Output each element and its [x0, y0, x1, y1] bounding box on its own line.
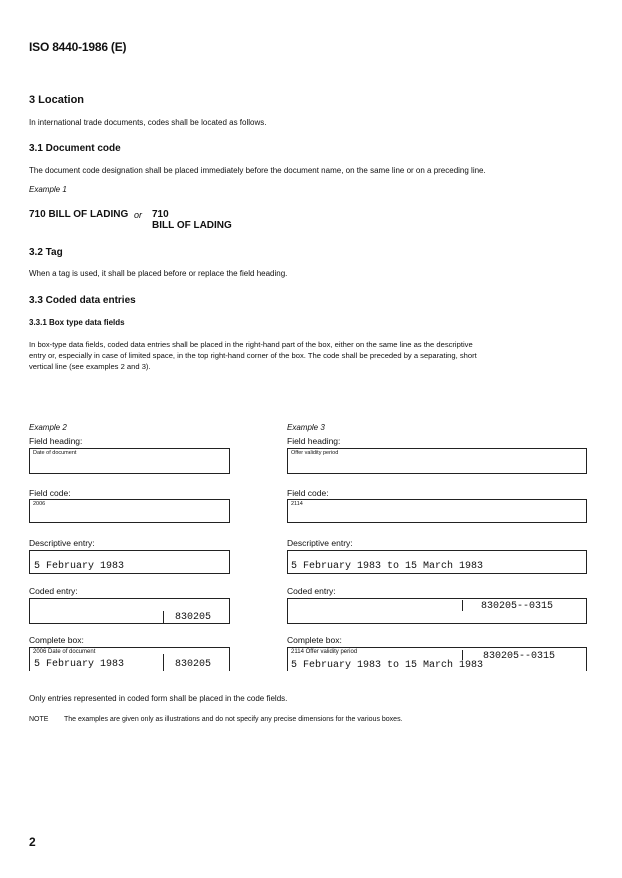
- section-3-2-title: 3.2 Tag: [29, 247, 63, 258]
- section-3-3-1-line2: entry or, especially in case of limited space, in the top right-hand corner of the box. The code shall be preceded by a separating, short: [29, 351, 477, 360]
- code-separator: [163, 611, 164, 624]
- field-heading-box: [29, 448, 230, 474]
- code-separator: [163, 654, 164, 671]
- section-3-3-1-line3: vertical line (see examples 2 and 3).: [29, 362, 151, 371]
- field-heading-value: Offer validity period: [291, 450, 339, 456]
- complete-box-heading: 2006 Date of document: [33, 649, 96, 655]
- field-code-value: 2114: [291, 501, 303, 507]
- complete-box-label: Complete box:: [29, 635, 84, 645]
- descriptive-entry-box: [287, 550, 587, 574]
- coded-entry-label: Coded entry:: [287, 586, 336, 596]
- coded-entry-box: [29, 598, 230, 624]
- field-code-box: [29, 499, 230, 523]
- descriptive-entry-label: Descriptive entry:: [287, 538, 353, 548]
- coded-entry-label: Coded entry:: [29, 586, 78, 596]
- section-3-3-title: 3.3 Coded data entries: [29, 295, 136, 306]
- example-1-code: 710: [152, 209, 169, 220]
- field-heading-label: Field heading:: [287, 436, 341, 446]
- coded-fields-rule: Only entries represented in coded form shall be placed in the code fields.: [29, 694, 288, 703]
- complete-box-code: 830205: [175, 659, 212, 670]
- section-3-title: 3 Location: [29, 94, 85, 106]
- field-heading-box: [287, 448, 587, 474]
- field-code-label: Field code:: [29, 488, 71, 498]
- standard-header: ISO 8440-1986 (E): [29, 40, 127, 54]
- descriptive-entry-label: Descriptive entry:: [29, 538, 95, 548]
- page-number: 2: [29, 835, 36, 849]
- example-1-label: Example 1: [29, 185, 67, 194]
- field-code-value: 2006: [33, 501, 46, 507]
- descriptive-entry-value: 5 February 1983: [34, 561, 125, 572]
- complete-box: [29, 647, 230, 671]
- complete-box-code: 830205--0315: [483, 651, 556, 662]
- code-separator: [462, 600, 463, 611]
- complete-box-heading: 2114 Offer validity period: [291, 649, 358, 655]
- section-3-3-1-line1: In box-type data fields, coded data entries shall be placed in the right-hand part of the box, either on the same line as the descriptive: [29, 340, 473, 349]
- descriptive-entry-value: 5 February 1983 to 15 March 1983: [291, 561, 484, 572]
- example-2-label: Example 2: [29, 423, 67, 432]
- section-3-1-text: The document code designation shall be placed immediately before the document name, on the same line or on a preceding line.: [29, 166, 486, 175]
- section-3-3-1-title: 3.3.1 Box type data fields: [29, 318, 125, 327]
- code-separator: [462, 650, 463, 660]
- field-heading-label: Field heading:: [29, 436, 83, 446]
- note-text: The examples are given only as illustrations and do not specify any precise dimensions for the various boxes.: [64, 716, 403, 723]
- field-heading-value: Date of document: [33, 450, 77, 456]
- field-code-label: Field code:: [287, 488, 329, 498]
- section-3-2-text: When a tag is used, it shall be placed before or replace the field heading.: [29, 269, 288, 278]
- example-1-name: BILL OF LADING: [152, 220, 232, 231]
- complete-box-descriptive: 5 February 1983: [34, 659, 125, 670]
- descriptive-entry-box: [29, 550, 230, 574]
- coded-entry-value: 830205: [175, 612, 212, 623]
- complete-box-descriptive: 5 February 1983 to 15 March 1983: [291, 660, 484, 671]
- example-1-or: or: [134, 210, 143, 220]
- example-3-label: Example 3: [287, 423, 325, 432]
- field-code-box: [287, 499, 587, 523]
- section-3-intro: In international trade documents, codes shall be located as follows.: [29, 118, 267, 127]
- coded-entry-value: 830205--0315: [481, 601, 554, 612]
- example-1-inline: 710 BILL OF LADING: [29, 209, 129, 220]
- section-3-1-title: 3.1 Document code: [29, 143, 121, 154]
- coded-entry-box: [287, 598, 587, 624]
- complete-box: [287, 647, 587, 671]
- note-label: NOTE: [29, 716, 49, 723]
- complete-box-label: Complete box:: [287, 635, 342, 645]
